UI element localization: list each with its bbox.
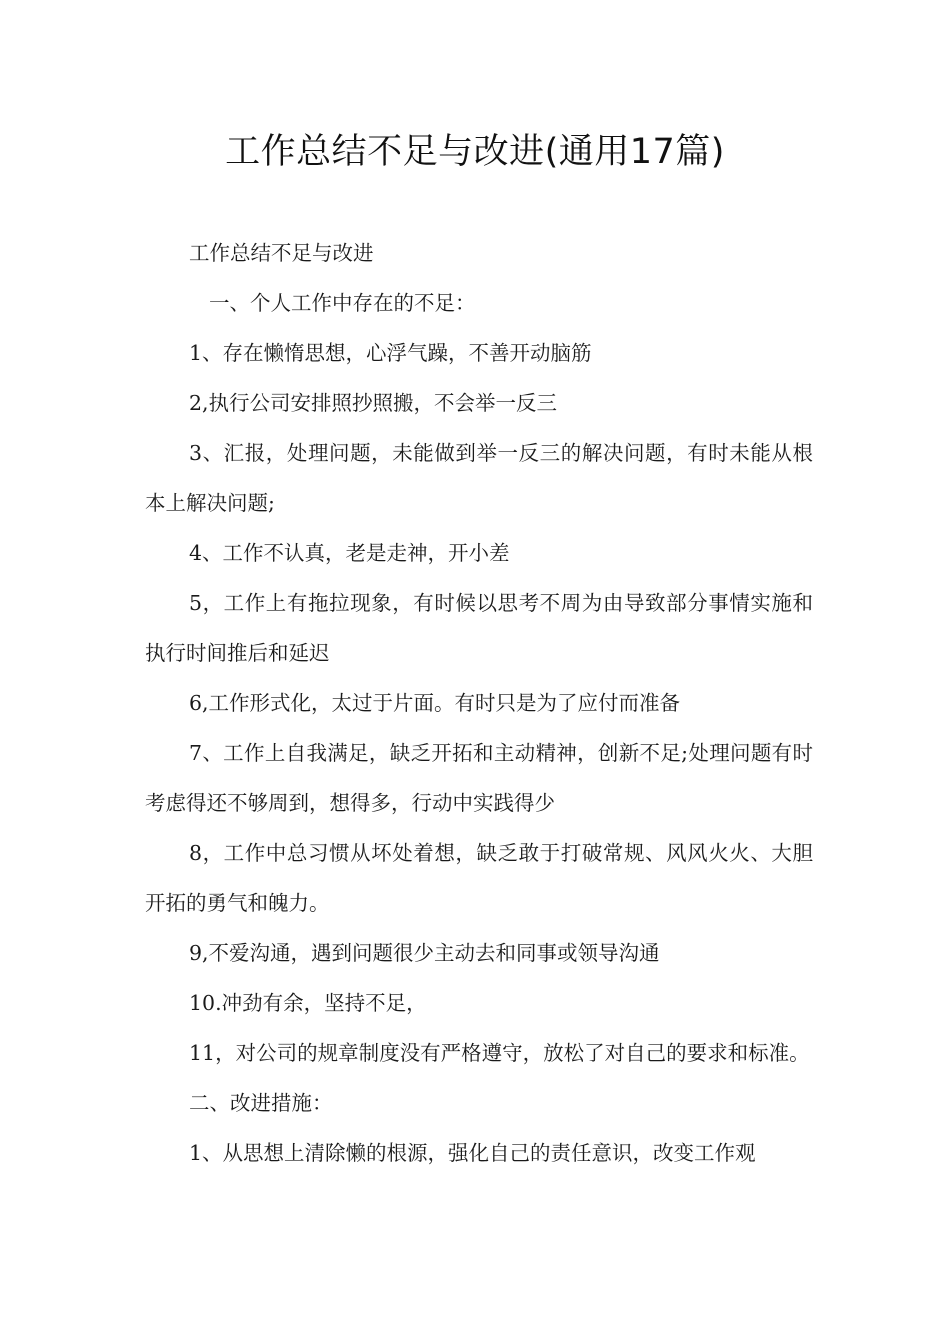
document-body [145, 228, 813, 1178]
paragraph-item-8: 8，工作中总习惯从坏处着想，缺乏敢于打破常规、风风火火、大胆开拓的勇气和魄力。 [145, 841, 813, 915]
paragraph-section-two: 二、改进措施： [189, 1091, 333, 1115]
paragraph-item-10: 10.冲劲有余，坚持不足， [189, 991, 427, 1015]
document-title: 工作总结不足与改进(通用17篇) [225, 132, 725, 172]
paragraph-section-one: 一、个人工作中存在的不足： [209, 291, 476, 315]
paragraph-heading: 工作总结不足与改进 [189, 241, 374, 265]
paragraph-item-9: 9,不爱沟通，遇到问题很少主动去和同事或领导沟通 [189, 941, 660, 965]
paragraph-item-5: 5，工作上有拖拉现象，有时候以思考不周为由导致部分事情实施和执行时间推后和延迟 [145, 591, 813, 665]
paragraph-item-11: 11，对公司的规章制度没有严格遵守，放松了对自己的要求和标准。 [189, 1041, 810, 1065]
paragraph-item-4: 4、工作不认真，老是走神，开小差 [189, 541, 510, 565]
paragraph-item-1: 1、存在懒惰思想，心浮气躁，不善开动脑筋 [189, 341, 592, 365]
paragraph-item-6: 6,工作形式化，太过于片面。有时只是为了应付而准备 [189, 691, 681, 715]
paragraph-item-3: 3、汇报，处理问题，未能做到举一反三的解决问题，有时未能从根本上解决问题; [145, 441, 813, 515]
paragraph-measure-1: 1、从思想上清除懒的根源，强化自己的责任意识，改变工作观 [189, 1141, 756, 1165]
paragraph-item-2: 2,执行公司安排照抄照搬，不会举一反三 [189, 391, 558, 415]
paragraph-item-7: 7、工作上自我满足，缺乏开拓和主动精神，创新不足;处理问题有时考虑得还不够周到，想得多，行动中实践得少 [145, 741, 813, 815]
